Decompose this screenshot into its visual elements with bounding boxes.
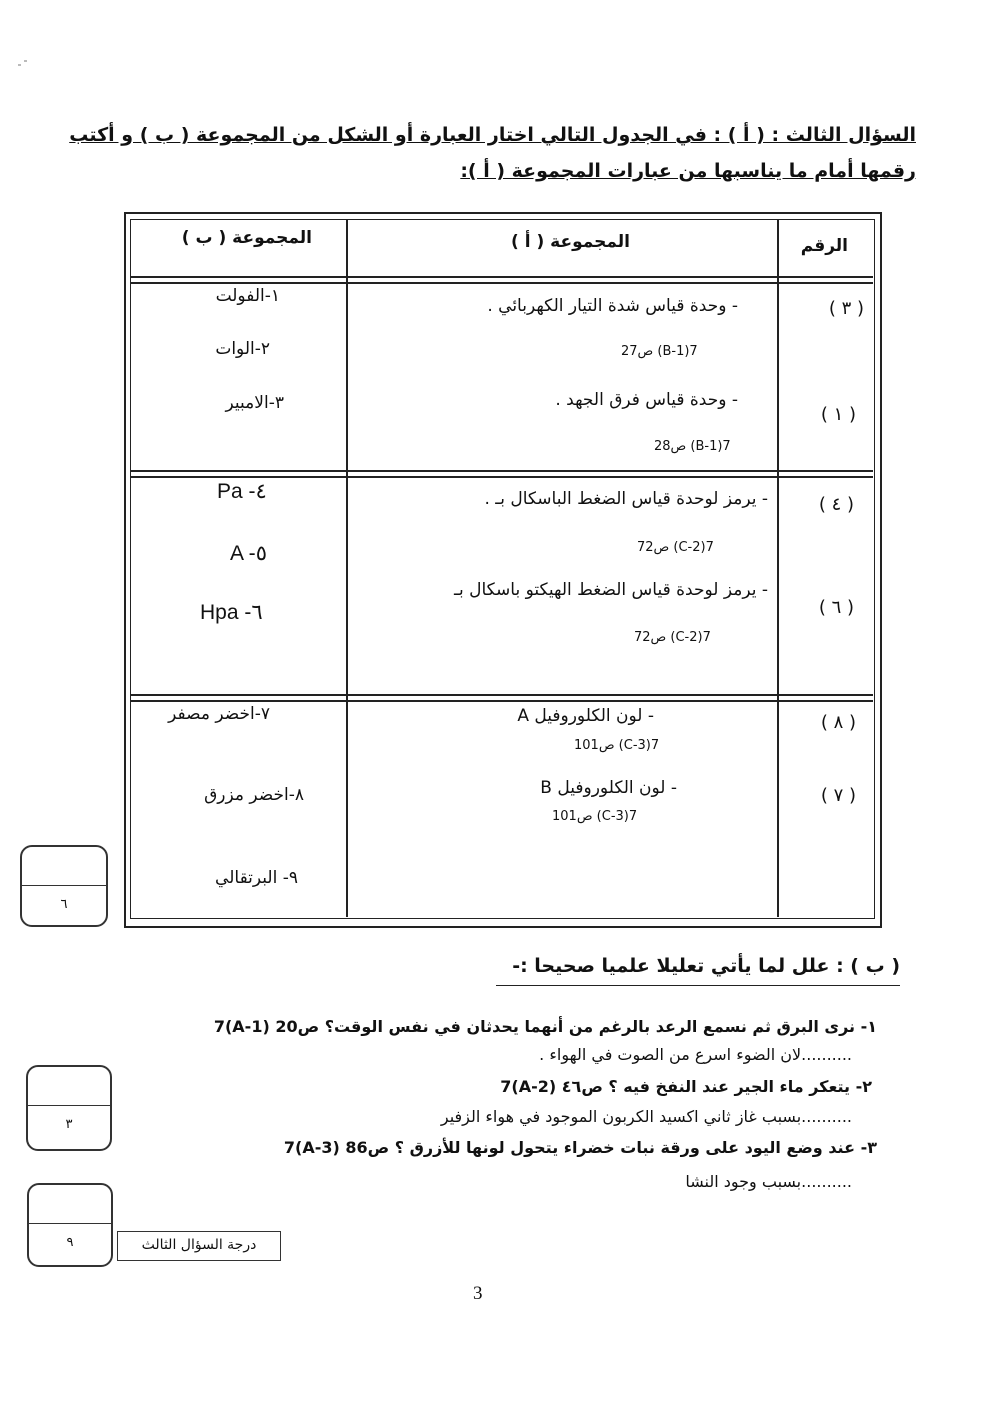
group-b-item: A -٥: [230, 542, 267, 565]
group-a-statement: - يرمز لوحدة قياس الضغط الهيكتو باسكال بـ: [454, 580, 768, 600]
score-box-part-b: [26, 1065, 112, 1151]
question-3: ٣- عند وضع اليود على ورقة نبات خضراء يتحول لونها للأزرق ؟ ص86 (A-3)7: [283, 1138, 877, 1157]
answer-3-dots: [685, 1172, 852, 1191]
page-reference: ص28 (B-1)7: [654, 439, 731, 454]
group-a-statement: - لون الكلوروفيل B: [540, 778, 677, 798]
answer-number: ( ٨ ): [820, 712, 856, 733]
score-box-part-a: [20, 845, 108, 927]
header-group-a: المجموعة ( أ ): [511, 232, 630, 252]
section-divider: [130, 476, 873, 478]
group-a-statement: - وحدة قياس شدة التيار الكهربائي .: [487, 296, 738, 316]
page-number: 3: [473, 1283, 483, 1304]
group-b-item: Hpa -٦: [200, 601, 263, 624]
col-divider: [346, 219, 348, 917]
page-reference: ص72 (C-2)7: [637, 540, 714, 555]
score-value: ٩: [66, 1235, 74, 1250]
answer-1-dots: [539, 1045, 852, 1064]
page-reference: ص72 (C-2)7: [634, 630, 711, 645]
question-title: السؤال الثالث : ( أ ) : في الجدول التالي اختار العبارة أو الشكل من المجموعة ( ب ) و أكتب: [69, 124, 916, 146]
answer-number: ( ٦ ): [818, 597, 854, 618]
group-b-item: Pa -٤: [217, 480, 267, 503]
group-a-statement: - وحدة قياس فرق الجهد .: [555, 390, 738, 410]
answer-dots: ..........: [801, 1107, 852, 1126]
page-reference: ص101 (C-3)7: [552, 809, 638, 824]
scan-speck: [24, 60, 27, 62]
scan-speck: [18, 64, 21, 66]
header-number: الرقم: [800, 236, 848, 256]
question-1: ١- نرى البرق ثم نسمع الرعد بالرغم من أنهما يحدثان في نفس الوقت؟ ص20 (A-1)7: [213, 1017, 877, 1036]
group-b-item: ١-الفولت: [215, 286, 280, 306]
header-divider: [130, 276, 873, 278]
section-divider: [130, 700, 873, 702]
score-value: ٣: [65, 1117, 73, 1132]
section-divider: [130, 694, 873, 696]
section-divider: [130, 470, 873, 472]
answer-2: بسبب غاز ثاني اكسيد الكربون الموجود في هواء الزفير: [440, 1107, 802, 1126]
question-instruction: رقمها أمام ما يناسبها من عبارات المجموعة ( أ ):: [460, 160, 916, 182]
group-b-item: ٧-اخضر مصفر: [168, 704, 270, 724]
answer-dots: ..........: [801, 1045, 852, 1064]
answer-3: بسبب وجود النشا: [685, 1172, 802, 1191]
header-group-b: المجموعة ( ب ): [181, 228, 312, 248]
answer-1: لان الضوء اسرع من الصوت في الهواء .: [539, 1045, 802, 1064]
part-b-title: ( ب ) : علل لما يأتي تعليلا علميا صحيحا :-: [512, 955, 900, 977]
group-a-statement: - يرمز لوحدة قياس الضغط الباسكال بـ .: [484, 489, 768, 509]
answer-dots: ..........: [801, 1172, 852, 1191]
part-b-underline: [496, 985, 900, 986]
page-reference: ص101 (C-3)7: [574, 738, 660, 753]
answer-number: ( ٣ ): [828, 298, 864, 319]
answer-number: ( ٤ ): [818, 494, 854, 515]
group-b-item: ٣-الامبير: [225, 393, 284, 413]
group-b-item: ٢-الوات: [215, 339, 270, 359]
score-box-total: [27, 1183, 113, 1267]
page-reference: ص27 (B-1)7: [621, 344, 698, 359]
question-2: ٢- يتعكر ماء الجير عند النفخ فيه ؟ ص٤٦ (A-2)7: [500, 1077, 872, 1096]
question-grade-label: درجة السؤال الثالث: [117, 1231, 281, 1261]
score-value: ٦: [60, 897, 68, 912]
group-a-statement: - لون الكلوروفيل A: [517, 706, 654, 726]
col-divider: [777, 219, 779, 917]
answer-number: ( ٧ ): [820, 785, 856, 806]
answer-2-dots: [441, 1107, 852, 1126]
matching-table-inner: [130, 219, 875, 919]
group-b-item: ٩- البرتقالي: [215, 868, 298, 888]
group-b-item: ٨-اخضر مزرق: [204, 785, 304, 805]
header-divider: [130, 282, 873, 284]
answer-number: ( ١ ): [820, 404, 856, 425]
